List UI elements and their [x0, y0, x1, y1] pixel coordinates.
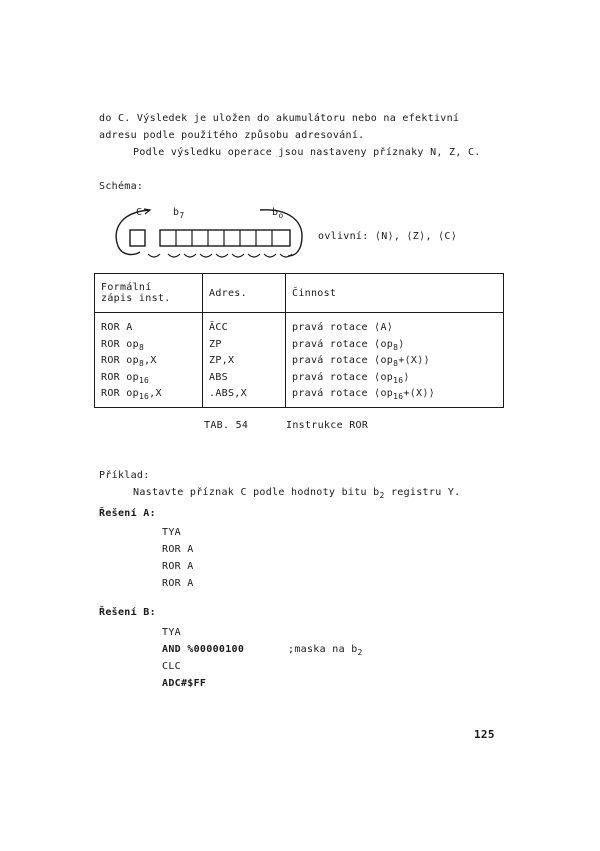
solution-a-line-3: ROR A — [162, 561, 194, 572]
act-2: pravá rotace $⟨op_8+⟨X⟩⟩$ — [292, 355, 430, 368]
instr-0: ROR A — [101, 322, 133, 333]
instr-1: ROR $op_8$ — [101, 338, 145, 352]
solution-a-line-4: ROR A — [162, 578, 194, 589]
carry-box — [130, 230, 145, 246]
header-adr-label: Adres. — [209, 287, 247, 299]
table-header-row — [95, 274, 504, 313]
schema-label-b7: $b_7$ — [173, 207, 185, 220]
header-act-label: Činnost — [292, 287, 337, 299]
header-instr-label: Formální zápis inst. — [101, 282, 171, 304]
col-instr — [95, 313, 203, 408]
header-instr — [95, 274, 203, 313]
solution-b-line-4: ADC#$FF — [162, 678, 207, 689]
act-0: pravá rotace ⟨A⟩ — [292, 322, 394, 333]
page-number: 125 — [474, 728, 495, 741]
header-act — [286, 274, 504, 313]
table-body-row — [95, 313, 504, 408]
schema-title: Schéma: — [99, 181, 144, 192]
adr-1: ZP — [209, 338, 222, 350]
schema-affects: ovlivní: ⟨N⟩, ⟨Z⟩, ⟨C⟩ — [318, 231, 458, 242]
solution-a-title: Řešení A: — [99, 508, 156, 519]
adr-0: ĀCC — [209, 322, 228, 333]
intro-line-1: do C. Výsledek je uložen do akumulátoru nebo na efektivní — [99, 113, 460, 124]
example-title: Příklad: — [99, 470, 150, 481]
caption-label: TAB. 54 — [204, 420, 249, 431]
solution-b-title: Řešení B: — [99, 607, 156, 618]
solution-a-line-2: ROR A — [162, 544, 194, 555]
solution-b-line-3: CLC — [162, 661, 181, 672]
instr-3: ROR $op_{16}$ — [101, 371, 150, 385]
act-4: pravá rotace $⟨op_{16}+⟨X⟩⟩$ — [292, 388, 435, 401]
schema-label-c: C — [136, 207, 143, 218]
instr-2: ROR $op_8,X$ — [101, 355, 157, 368]
act-1: pravá rotace $⟨op_8⟩$ — [292, 338, 405, 352]
adr-4: .ABS,X — [209, 388, 247, 399]
caption-text: Instrukce ROR — [286, 420, 369, 431]
solution-b-comment: ;maska na $b_2$ — [288, 644, 363, 657]
instruction-table — [94, 273, 504, 408]
instr-4: ROR $op_{16},X$ — [101, 388, 162, 401]
header-adr — [203, 274, 286, 313]
act-3: pravá rotace $⟨op_{16}⟩$ — [292, 371, 410, 385]
intro-line-2: adresu podle použitého způsobu adresování. — [99, 130, 365, 141]
intro-line-3: Podle výsledku operace jsou nastaveny příznaky N, Z, C. — [133, 147, 481, 158]
register-box — [160, 230, 290, 246]
col-act — [286, 313, 504, 408]
solution-a-line-1: TYA — [162, 527, 181, 538]
adr-3: ABS — [209, 371, 228, 383]
adr-2: ZP,X — [209, 355, 235, 366]
solution-b-line-2: AND %00000100 — [162, 644, 245, 655]
example-task: Nastavte příznak C podle hodnoty bitu $b_2$ registru Y. — [133, 487, 461, 500]
schema-label-b0: $b_o$ — [272, 207, 284, 220]
col-adr — [203, 313, 286, 408]
solution-b-line-1: TYA — [162, 627, 181, 638]
